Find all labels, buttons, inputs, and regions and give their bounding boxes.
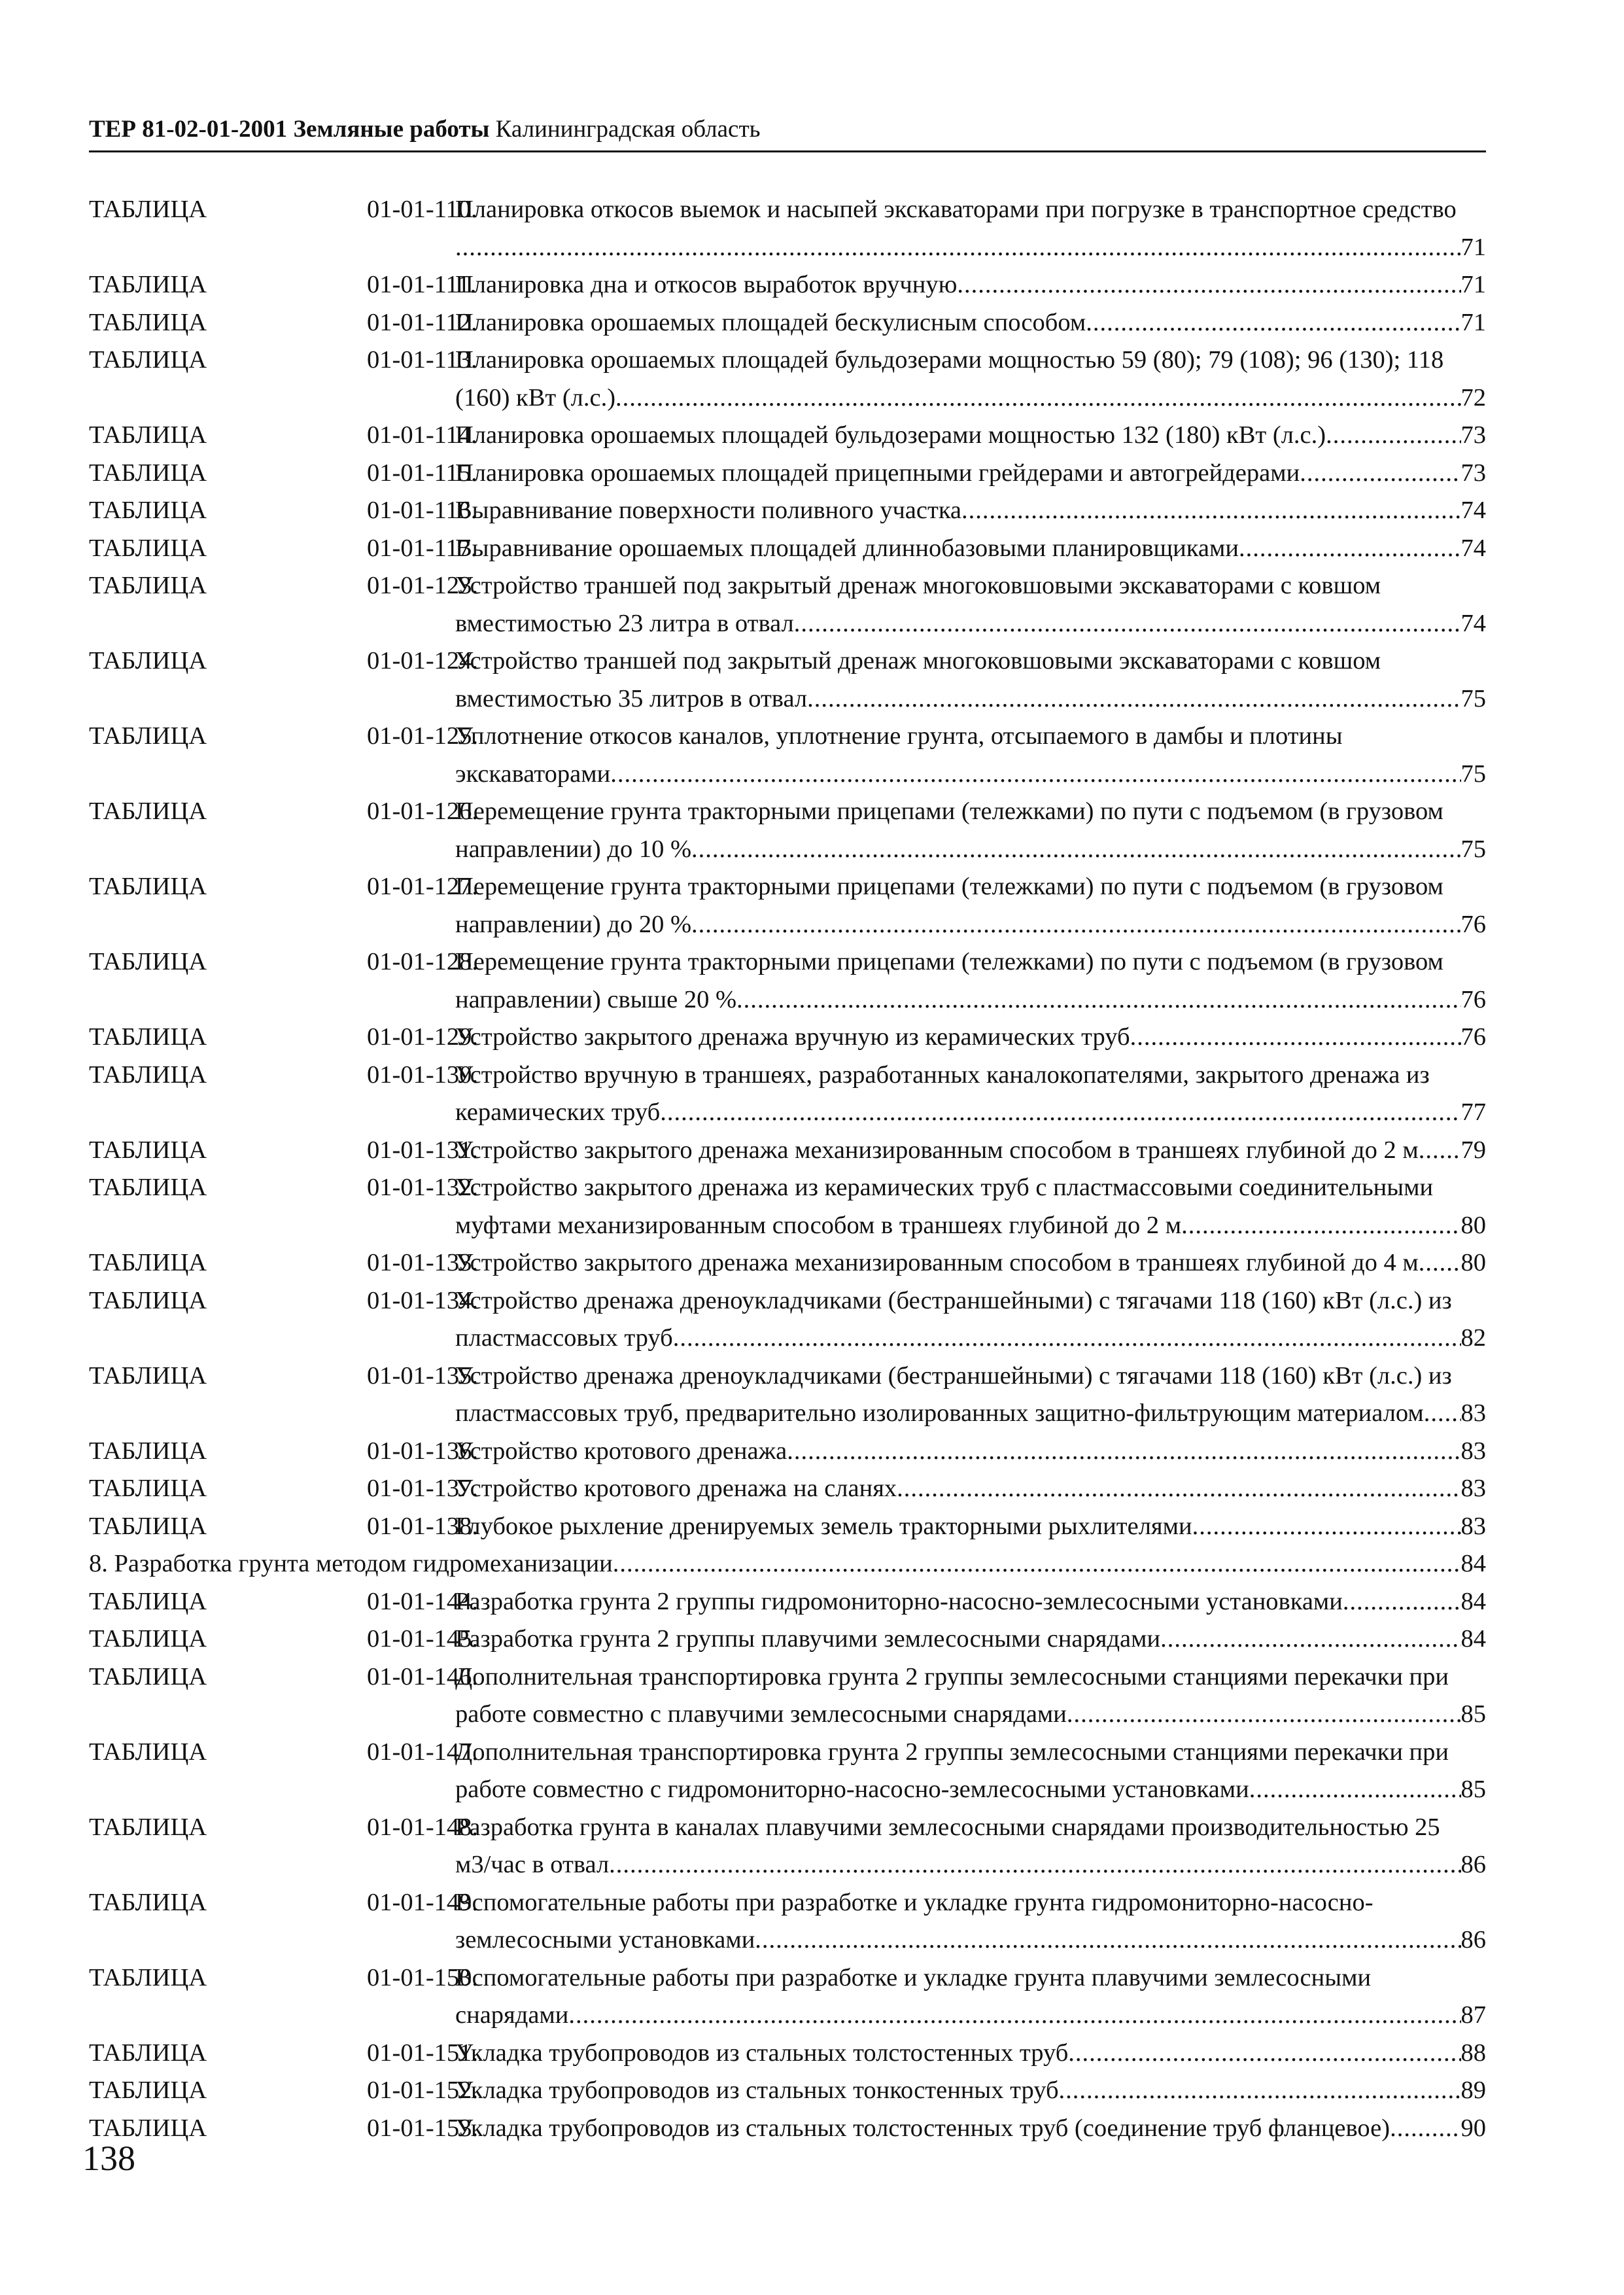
toc-page-number: 83 [1460,1399,1486,1427]
toc-entry[interactable] [89,1019,1486,1057]
toc-entry-label: ТАБЛИЦА [89,2039,207,2067]
toc-entry-title-line: Перемещение грунта тракторными прицепами (тележками) по пути с подъемом (в грузовом [455,797,1443,825]
toc-entry-number: 01-01-132. [367,1174,479,1201]
dot-leader [568,1997,1460,2035]
toc-entry-title [455,1621,1486,1658]
toc-entry-title-line: пластмассовых труб [455,1324,673,1352]
dot-leader [755,1921,1460,1959]
toc-entry-number: 01-01-151. [367,2039,479,2067]
toc-entry-title-line: Укладка трубопроводов из стальных толстостенных труб [455,2039,1069,2067]
toc-entry[interactable] [89,530,1486,568]
toc-entry-title [455,868,1486,943]
toc-page-number: 77 [1460,1098,1486,1126]
toc-entry-title-line: Устройство кротового дренажа [455,1437,787,1465]
toc-entry-title-line: вместимостью 35 литров в отвал [455,684,808,712]
toc-entry-label: ТАБЛИЦА [89,1437,207,1465]
toc-entry-title-line: Разработка грунта 2 группы гидромониторно-насосно-землесосными установками [455,1587,1343,1615]
toc-entry-number: 01-01-116. [367,497,477,524]
dot-leader [1068,2035,1460,2073]
toc-section-title: 8. Разработка грунта методом гидромеханизации [89,1550,613,1577]
toc-page-number: 86 [1460,1851,1486,1878]
toc-entry-label: ТАБЛИЦА [89,2114,207,2142]
toc-entry-title-line: Устройство дренажа дреноукладчиками (бестраншейными) с тягачами 118 (160) кВт (л.с.) из [455,1286,1452,1314]
toc-entry-label: ТАБЛИЦА [89,797,207,825]
toc-entry-title-line: землесосными установками [455,1926,755,1953]
toc-entry-number: 01-01-134. [367,1286,479,1314]
toc-entry-title-line: Дополнительная транспортировка грунта 2 группы землесосными станциями перекачки при [455,1662,1449,1691]
toc-entry-title [455,1019,1486,1057]
toc-page-number: 74 [1460,609,1486,637]
toc-entry-title [455,492,1486,530]
toc-entry-label: ТАБЛИЦА [89,1625,207,1653]
toc-entry-title [455,793,1486,868]
toc-entry-number: 01-01-145. [367,1625,479,1653]
toc-page-number: 83 [1460,1475,1486,1502]
toc-page-number: 76 [1460,985,1486,1013]
toc-entry-title-line: направлении) свыше 20 % [455,985,737,1013]
toc-page-number: 88 [1460,2039,1486,2067]
toc-entry-label: ТАБЛИЦА [89,1963,207,1991]
toc-entry-number: 01-01-127. [367,873,479,900]
toc-page-number: 90 [1460,2114,1486,2142]
toc-entry-number: 01-01-131. [367,1136,479,1164]
toc-entry[interactable] [89,1734,1486,1809]
toc-entry-title-line: Планировка дна и откосов выработок вручную [455,271,958,298]
toc-entry-number: 01-01-125. [367,722,479,750]
table-of-contents [89,191,1486,2147]
dot-leader [1086,304,1460,342]
dot-leader [1419,1132,1461,1170]
toc-entry-title [455,1734,1486,1809]
toc-entry-label: ТАБЛИЦА [89,1587,207,1615]
page-number: 138 [82,2139,135,2178]
dot-leader [610,756,1460,794]
toc-page-number: 80 [1460,1249,1486,1276]
dot-leader [1059,2072,1461,2110]
toc-page-number: 86 [1460,1926,1486,1953]
document-region: Калининградская область [495,116,761,143]
toc-entry-number: 01-01-144. [367,1587,479,1615]
toc-entry-title-line: Укладка трубопроводов из стальных тонкостенных труб [455,2076,1059,2104]
toc-entry-label: ТАБЛИЦА [89,1023,207,1051]
toc-entry-label: ТАБЛИЦА [89,421,207,449]
toc-entry-title [455,943,1486,1019]
toc-entry[interactable] [89,1959,1486,2035]
toc-entry-title [455,1282,1486,1358]
toc-entry-title-line: вместимостью 23 литра в отвал [455,609,794,637]
toc-entry-title-line: Устройство закрытого дренажа вручную из керамических труб [455,1023,1130,1051]
dot-leader [1067,1696,1461,1734]
toc-entry-title-line: направлении) до 10 % [455,835,692,863]
toc-entry[interactable] [89,1658,1486,1734]
dot-leader [1130,1019,1461,1057]
toc-entry[interactable] [89,567,1486,642]
toc-entry-number: 01-01-138. [367,1512,479,1540]
toc-page-number: 73 [1460,421,1486,449]
toc-entry-title-line: Вспомогательные работы при разработке и укладке грунта плавучими землесосными [455,1963,1372,1991]
toc-entry[interactable] [89,1621,1486,1658]
toc-entry-label: ТАБЛИЦА [89,722,207,750]
toc-entry-title-line: Устройство вручную в траншеях, разработанных каналокопателями, закрытого дренажа из [455,1060,1430,1089]
toc-entry[interactable] [89,1244,1486,1282]
toc-page-number: 75 [1460,684,1486,712]
toc-entry-title [455,1658,1486,1734]
toc-entry-title [455,266,1486,304]
toc-entry-number: 01-01-126. [367,797,479,825]
toc-entry-title-line: Разработка грунта в каналах плавучими землесосными снарядами производительностью 25 [455,1813,1440,1841]
toc-entry-title [455,1959,1486,2035]
toc-page-number: 75 [1460,835,1486,863]
dot-leader [691,831,1460,869]
toc-page-number: 73 [1460,459,1486,487]
toc-page-number: 71 [1460,308,1486,336]
dot-leader [897,1470,1460,1508]
toc-entry-label: ТАБЛИЦА [89,572,207,599]
toc-section[interactable] [89,1545,1486,1583]
toc-entry-title [455,642,1486,718]
toc-entry-title [455,342,1486,417]
toc-entry-label: ТАБЛИЦА [89,1136,207,1164]
toc-page-number: 72 [1460,383,1486,412]
toc-entry-number: 01-01-113. [367,346,477,374]
toc-entry[interactable] [89,2035,1486,2073]
toc-entry-title-line: муфтами механизированным способом в траншеях глубиной до 2 м [455,1211,1182,1239]
toc-entry-title [455,191,1486,266]
toc-entry-title-line: Выравнивание поверхности поливного участка [455,497,962,524]
toc-entry-label: ТАБЛИЦА [89,1512,207,1540]
toc-entry-label: ТАБЛИЦА [89,1361,207,1390]
dot-leader [1181,1207,1460,1245]
toc-entry-number: 01-01-110. [367,196,477,223]
toc-entry-title-line: Планировка орошаемых площадей прицепными грейдерами и автогрейдерами [455,459,1300,487]
toc-entry-number: 01-01-124. [367,647,479,674]
toc-entry[interactable] [89,492,1486,530]
toc-page-number: 85 [1460,1700,1486,1728]
toc-entry-title-line: (160) кВт (л.с.) [455,383,616,412]
toc-entry-title [455,1132,1486,1170]
toc-entry[interactable] [89,191,1486,266]
toc-entry-title-line: Дополнительная транспортировка грунта 2 группы землесосными станциями перекачки при [455,1738,1449,1766]
toc-page-number: 79 [1460,1136,1486,1164]
dot-leader [455,229,1461,267]
toc-page-number: 89 [1460,2076,1486,2104]
dot-leader [609,1846,1460,1884]
toc-entry-number: 01-01-114. [367,421,477,449]
toc-entry[interactable] [89,266,1486,304]
toc-entry-number: 01-01-150. [367,1963,479,1991]
toc-entry-title-line: Устройство дренажа дреноукладчиками (бестраншейными) с тягачами 118 (160) кВт (л.с.) из [455,1361,1452,1390]
dot-leader [1390,2110,1460,2148]
dot-leader [794,605,1461,643]
toc-entry-title [455,2110,1486,2148]
toc-page-number: 74 [1460,534,1486,562]
toc-entry-title [455,2035,1486,2073]
toc-entry-label: ТАБЛИЦА [89,196,207,223]
toc-entry-label: ТАБЛИЦА [89,271,207,298]
toc-entry-number: 01-01-128. [367,948,479,975]
dot-leader [1343,1583,1461,1621]
dot-leader [613,1545,1461,1583]
document-code: ТЕР 81-02-01-2001 [89,116,288,143]
toc-page-number: 84 [1460,1587,1486,1615]
toc-entry-title [455,1358,1486,1433]
toc-page-number: 76 [1460,1023,1486,1051]
toc-entry-title [455,530,1486,568]
dot-leader [673,1320,1461,1358]
toc-entry-label: ТАБЛИЦА [89,534,207,562]
toc-entry-label: ТАБЛИЦА [89,1286,207,1314]
toc-entry[interactable] [89,1169,1486,1244]
toc-entry[interactable] [89,793,1486,868]
dot-leader [1192,1508,1461,1546]
toc-entry[interactable] [89,1433,1486,1471]
toc-page-number: 84 [1460,1625,1486,1653]
toc-entry-title [455,1433,1486,1471]
toc-entry-title-line: Устройство закрытого дренажа механизированным способом в траншеях глубиной до 2 м [455,1136,1419,1164]
toc-entry-title-line: Устройство траншей под закрытый дренаж многоковшовыми экскаваторами с ковшом [455,572,1381,599]
dot-leader [1160,1621,1460,1658]
toc-entry-title-line: Устройство закрытого дренажа из керамических труб с пластмассовыми соединительными [455,1174,1434,1201]
dot-leader [807,680,1460,718]
toc-entry-number: 01-01-146. [367,1662,479,1691]
dot-leader [615,379,1460,417]
dot-leader [660,1094,1460,1132]
toc-entry-title [455,1583,1486,1621]
toc-entry-number: 01-01-111. [367,271,477,298]
toc-page-number: 74 [1460,497,1486,524]
toc-entry[interactable] [89,342,1486,417]
toc-entry-title-line: Устройство кротового дренажа на сланях [455,1475,897,1502]
toc-entry-label: ТАБЛИЦА [89,1475,207,1502]
toc-entry[interactable] [89,1470,1486,1508]
toc-entry-title [455,1884,1486,1959]
toc-entry-label: ТАБЛИЦА [89,346,207,374]
toc-entry[interactable] [89,417,1486,455]
dot-leader [957,266,1460,304]
toc-entry[interactable] [89,1884,1486,1959]
toc-page-number: 83 [1460,1437,1486,1465]
toc-entry-number: 01-01-115. [367,459,477,487]
toc-entry[interactable] [89,2072,1486,2110]
dot-leader [1300,455,1460,493]
toc-entry-label: ТАБЛИЦА [89,1174,207,1201]
toc-entry[interactable] [89,2110,1486,2148]
toc-entry[interactable] [89,1282,1486,1358]
toc-entry-title [455,304,1486,342]
toc-entry-title-line: Вспомогательные работы при разработке и укладке грунта гидромониторно-насосно- [455,1888,1373,1916]
toc-entry-title [455,1244,1486,1282]
toc-page-number: 76 [1460,910,1486,938]
dot-leader [961,492,1460,530]
toc-entry-number: 01-01-117. [367,534,477,562]
toc-entry[interactable] [89,304,1486,342]
toc-entry-title-line: работе совместно с плавучими землесосными снарядами [455,1700,1067,1728]
toc-entry[interactable] [89,718,1486,793]
dot-leader [691,906,1460,944]
toc-entry-label: ТАБЛИЦА [89,1662,207,1691]
toc-entry[interactable] [89,1508,1486,1546]
toc-entry-title-line: Глубокое рыхление дренируемых земель тракторными рыхлителями [455,1512,1192,1540]
dot-leader [1326,417,1460,455]
toc-entry-label: ТАБЛИЦА [89,1888,207,1916]
toc-entry-number: 01-01-130. [367,1060,479,1089]
toc-entry-title-line: Выравнивание орошаемых площадей длиннобазовыми планировщиками [455,534,1239,562]
toc-entry-title [455,567,1486,642]
toc-entry-number: 01-01-147. [367,1738,479,1766]
toc-entry-label: ТАБЛИЦА [89,647,207,674]
toc-entry-title [455,1470,1486,1508]
dot-leader [787,1433,1460,1471]
toc-page-number: 83 [1460,1512,1486,1540]
toc-entry-title [455,1809,1486,1884]
toc-entry-title-line: работе совместно с гидромониторно-насосно-землесосными установками [455,1776,1249,1803]
toc-entry-label: ТАБЛИЦА [89,2076,207,2104]
toc-page-number: 71 [1460,233,1486,261]
toc-entry-number: 01-01-149. [367,1888,479,1916]
toc-entry-label: ТАБЛИЦА [89,308,207,336]
dot-leader [1424,1395,1461,1433]
toc-entry-number: 01-01-123. [367,572,479,599]
toc-entry-title-line: Перемещение грунта тракторными прицепами (тележками) по пути с подъемом (в грузовом [455,948,1443,975]
toc-page-number: 82 [1460,1324,1486,1352]
toc-entry-title [455,455,1486,493]
toc-entry-title-line: Планировка орошаемых площадей бульдозерами мощностью 132 (180) кВт (л.с.) [455,421,1326,449]
toc-entry-title-line: Планировка орошаемых площадей бескулисным способом [455,308,1086,336]
toc-entry-number: 01-01-112. [367,308,477,336]
toc-entry-label: ТАБЛИЦА [89,873,207,900]
toc-entry[interactable] [89,1057,1486,1132]
toc-entry-title [455,417,1486,455]
dot-leader [736,981,1460,1019]
toc-entry-number: 01-01-137. [367,1475,479,1502]
toc-entry-title-line: Разработка грунта 2 группы плавучими землесосными снарядами [455,1625,1161,1653]
toc-page-number: 75 [1460,760,1486,788]
toc-entry-title [455,718,1486,793]
toc-entry-title [455,1169,1486,1244]
dot-leader [1239,530,1461,568]
toc-entry-label: ТАБЛИЦА [89,497,207,524]
dot-leader [1419,1244,1461,1282]
toc-entry-number: 01-01-133. [367,1249,479,1276]
toc-entry-label: ТАБЛИЦА [89,948,207,975]
document-title: Земляные работы [293,116,490,143]
toc-entry-title-line: м3/час в отвал [455,1851,610,1878]
toc-entry[interactable] [89,1358,1486,1433]
toc-entry-number: 01-01-129. [367,1023,479,1051]
toc-entry-number: 01-01-135. [367,1361,479,1390]
toc-entry-title-line: Уплотнение откосов каналов, уплотнение грунта, отсыпаемого в дамбы и плотины [455,722,1343,750]
toc-entry-title-line: пластмассовых труб, предварительно изолированных защитно-фильтрующим материалом [455,1399,1424,1427]
toc-entry-title-line: снарядами [455,2001,569,2029]
toc-entry-title-line: Планировка орошаемых площадей бульдозерами мощностью 59 (80); 79 (108); 96 (130); 118 [455,346,1444,374]
toc-entry-number: 01-01-152. [367,2076,479,2104]
toc-entry-label: ТАБЛИЦА [89,1249,207,1276]
toc-entry[interactable] [89,1132,1486,1170]
toc-entry-label: ТАБЛИЦА [89,1738,207,1766]
toc-entry-title-line: Укладка трубопроводов из стальных толстостенных труб (соединение труб фланцевое) [455,2114,1391,2142]
toc-entry[interactable] [89,943,1486,1019]
toc-entry-title-line: Перемещение грунта тракторными прицепами (тележками) по пути с подъемом (в грузовом [455,873,1443,900]
toc-page-number: 87 [1460,2001,1486,2029]
toc-page-number: 71 [1460,271,1486,298]
toc-entry-label: ТАБЛИЦА [89,1060,207,1089]
toc-entry-title-line: Устройство траншей под закрытый дренаж многоковшовыми экскаваторами с ковшом [455,647,1381,674]
toc-entry-label: ТАБЛИЦА [89,459,207,487]
toc-entry-title [455,2072,1486,2110]
toc-entry[interactable] [89,1583,1486,1621]
toc-entry[interactable] [89,642,1486,718]
toc-entry-title-line: керамических труб [455,1098,661,1126]
toc-entry-title-line: экскаваторами [455,760,611,788]
toc-entry[interactable] [89,1809,1486,1884]
toc-entry-title-line: Устройство закрытого дренажа механизированным способом в траншеях глубиной до 4 м [455,1249,1419,1276]
toc-entry-label: ТАБЛИЦА [89,1813,207,1841]
toc-entry-number: 01-01-148. [367,1813,479,1841]
toc-entry-title [455,1057,1486,1132]
toc-page-number: 84 [1460,1550,1486,1577]
toc-entry-title-line: Планировка откосов выемок и насыпей экскаваторами при погрузке в транспортное средство [455,196,1457,223]
toc-entry-number: 01-01-136. [367,1437,479,1465]
toc-page-number: 80 [1460,1211,1486,1239]
toc-entry-title-line: направлении) до 20 % [455,910,692,938]
toc-page-number: 85 [1460,1776,1486,1803]
toc-entry[interactable] [89,455,1486,493]
toc-entry-title [455,1508,1486,1546]
toc-entry[interactable] [89,868,1486,943]
running-header [89,116,1486,152]
dot-leader [1249,1771,1461,1809]
toc-entry-number: 01-01-153. [367,2114,479,2142]
